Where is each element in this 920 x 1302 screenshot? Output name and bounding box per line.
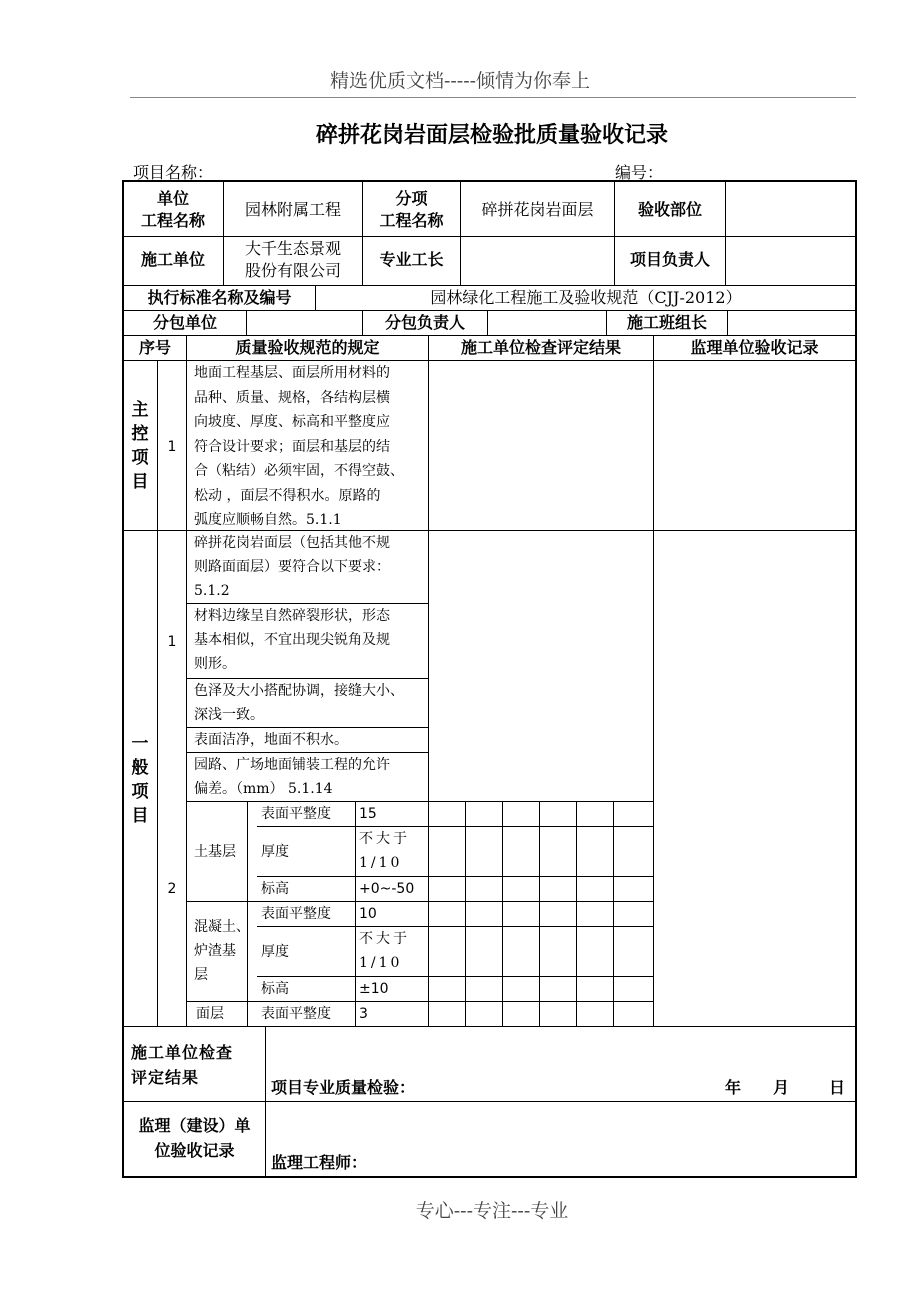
tolerance-item: 表面平整度 bbox=[261, 906, 331, 922]
tolerance-value: ±10 bbox=[359, 981, 389, 997]
general-item2-intro: 园路、广场地面铺装工程的允许 偏差。（mm） 5.1.14 bbox=[194, 757, 390, 797]
tolerance-value: 3 bbox=[359, 1006, 368, 1022]
page-header: 精选优质文档-----倾情为你奉上 bbox=[329, 70, 591, 92]
general-item1-no: 1 bbox=[167, 634, 177, 650]
main-item-text: 地面工程基层、面层所用材料的 品种、质量、规格，各结构层横 向坡度、厚度、标高和平整度应 符合设计要求；面层和基层的结 合（粘结）必须牢固，不得空鼓、 松动 ，面层不得积水。原路的 弧度应顺畅自然。5.1.1 bbox=[194, 365, 404, 528]
construction-unit-value: 大千生态景观 股份有限公司 bbox=[244, 239, 341, 280]
project-leader-label: 项目负责人 bbox=[629, 250, 710, 269]
group-name: 混凝土、 炉渣基 层 bbox=[194, 919, 250, 983]
tolerance-item: 表面平整度 bbox=[261, 806, 331, 822]
group-name: 面层 bbox=[196, 1006, 224, 1022]
inspector-label: 项目专业质量检验： bbox=[271, 1078, 416, 1097]
col-supervision: 监理单位验收记录 bbox=[690, 338, 819, 357]
tolerance-value: +0~-50 bbox=[359, 881, 415, 897]
tolerance-item: 表面平整度 bbox=[261, 1006, 331, 1022]
year-label: 年 bbox=[725, 1078, 742, 1097]
subcontractor-label: 分包单位 bbox=[152, 313, 217, 332]
tolerance-item: 厚度 bbox=[261, 944, 289, 960]
acceptance-part-label: 验收部位 bbox=[637, 200, 702, 219]
tolerance-value: 不大于 1/10 bbox=[359, 831, 410, 871]
check-result-label: 施工单位检查 评定结果 bbox=[131, 1043, 234, 1087]
tolerance-value: 不大于 1/10 bbox=[359, 931, 410, 971]
tolerance-item: 标高 bbox=[261, 981, 289, 997]
page-footer: 专心---专注---专业 bbox=[415, 1200, 569, 1222]
sub-project-value: 碎拼花岗岩面层 bbox=[481, 200, 594, 219]
sub-project-label: 分项 工程名称 bbox=[379, 189, 444, 230]
tolerance-value: 10 bbox=[359, 906, 377, 922]
tolerance-item: 标高 bbox=[261, 881, 289, 897]
day-label: 日 bbox=[829, 1078, 846, 1097]
general-item1-text-2: 材料边缘呈自然碎裂形状，形态 基本相似，不宜出现尖锐角及规 则形。 bbox=[194, 608, 390, 672]
general-items-label: 一 般 项 目 bbox=[131, 734, 149, 826]
serial-label: 编号： bbox=[615, 163, 664, 182]
standard-value: 园林绿化工程施工及验收规范（CJJ-2012） bbox=[430, 288, 742, 307]
project-name-label: 项目名称： bbox=[133, 163, 214, 182]
subcontract-leader-label: 分包负责人 bbox=[384, 313, 465, 332]
general-item2-no: 2 bbox=[167, 881, 177, 897]
col-seq: 序号 bbox=[138, 338, 171, 357]
main-items-label: 主 控 项 目 bbox=[131, 400, 149, 492]
tolerance-item: 厚度 bbox=[261, 844, 289, 860]
form-title: 碎拼花岗岩面层检验批质量验收记录 bbox=[315, 123, 668, 148]
construction-unit-label: 施工单位 bbox=[140, 250, 205, 269]
foreman-label: 专业工长 bbox=[379, 250, 444, 269]
header-divider bbox=[130, 97, 856, 98]
general-item1-text-1: 碎拼花岗岩面层（包括其他不规 则路面面层）要符合以下要求： 5.1.2 bbox=[194, 535, 390, 599]
month-label: 月 bbox=[773, 1078, 790, 1097]
engineer-label: 监理工程师： bbox=[271, 1153, 368, 1172]
group-name: 土基层 bbox=[194, 844, 236, 860]
general-item1-text-4: 表面洁净，地面不积水。 bbox=[194, 732, 348, 748]
unit-project-label: 单位 工程名称 bbox=[140, 189, 205, 230]
main-item-no: 1 bbox=[167, 439, 177, 455]
general-item1-text-3: 色泽及大小搭配协调，接缝大小、 深浅一致。 bbox=[194, 683, 404, 723]
supervision-label: 监理（建设）单 位验收记录 bbox=[138, 1116, 251, 1160]
col-spec: 质量验收规范的规定 bbox=[235, 338, 380, 357]
team-leader-label: 施工班组长 bbox=[626, 313, 707, 332]
col-check-result: 施工单位检查评定结果 bbox=[460, 338, 621, 357]
tolerance-value: 15 bbox=[359, 806, 377, 822]
unit-project-value: 园林附属工程 bbox=[244, 200, 341, 219]
standard-label: 执行标准名称及编号 bbox=[147, 288, 292, 307]
